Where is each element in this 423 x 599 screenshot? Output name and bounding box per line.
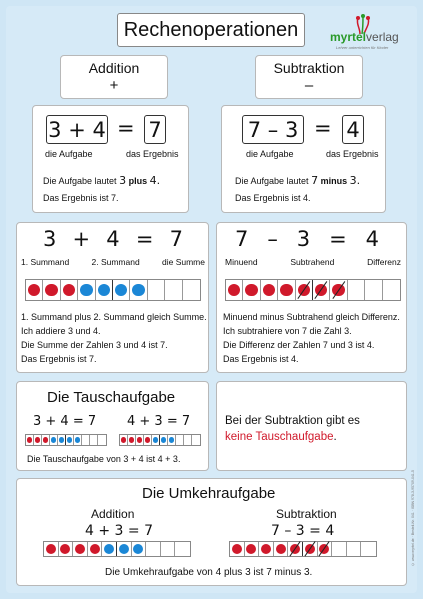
- term-value: 3: [296, 227, 311, 251]
- strip-cell: [44, 542, 59, 556]
- blue-counter: [104, 544, 114, 554]
- strip-cell: [230, 542, 245, 556]
- strip-cell: [136, 435, 144, 445]
- subtraction-result-field: 4: [342, 115, 364, 144]
- strip-cell: [73, 542, 88, 556]
- label-result: das Ergebnis: [326, 149, 379, 159]
- strip-cell: [88, 542, 103, 556]
- addition-term-line-4: Das Ergebnis ist 7.: [21, 354, 97, 364]
- inverse-heading: Die Umkehraufgabe: [142, 485, 276, 502]
- addend-a: 3: [48, 117, 62, 142]
- strip-cell: [318, 542, 333, 556]
- strip-cell: [146, 542, 161, 556]
- subtraction-term-labels: [225, 257, 401, 267]
- minus-operator: –: [267, 117, 279, 142]
- red-counter: [245, 284, 258, 297]
- strip-cell: [128, 435, 136, 445]
- strip-cell: [160, 435, 168, 445]
- strip-cell: [348, 280, 365, 300]
- term-summand-1: 1. Summand: [21, 257, 70, 267]
- strip-cell: [102, 542, 117, 556]
- red-counter: [75, 544, 85, 554]
- commutative-equation-1: 3 + 4 = 7: [33, 414, 97, 429]
- strip-cell: [26, 435, 34, 445]
- red-counter: [45, 284, 58, 297]
- subtraction-terms-box: [216, 222, 407, 373]
- blue-counter: [132, 284, 145, 297]
- minus-operator: –: [267, 227, 278, 251]
- red-counter: [43, 437, 49, 443]
- red-counter: [60, 544, 70, 554]
- addition-task-box: [32, 105, 189, 213]
- strip-cell: [132, 542, 147, 556]
- strip-cell: [184, 435, 192, 445]
- red-counter: [63, 284, 76, 297]
- strip-cell: [296, 280, 313, 300]
- commutative-sentence: Die Tauschaufgabe von 3 + 4 ist 4 + 3.: [27, 454, 181, 464]
- term-value: 7: [235, 227, 249, 251]
- strip-cell: [288, 542, 303, 556]
- strip-cell: [74, 435, 82, 445]
- note-line-2: keine Tauschaufgabe.: [225, 431, 337, 443]
- subtraction-term-line-3: Die Differenz der Zahlen 7 und 3 ist 4.: [223, 340, 375, 350]
- subtraction-sentence-1: Die Aufgabe lautet 7 minus 3.: [235, 174, 361, 187]
- addition-sentence-2: Das Ergebnis ist 7.: [43, 193, 119, 203]
- red-counter: [27, 437, 33, 443]
- strip-cell: [117, 542, 132, 556]
- note-line-1: Bei der Subtraktion gibt es: [225, 415, 360, 427]
- red-counter: [90, 544, 100, 554]
- strip-cell: [50, 435, 58, 445]
- addend-b: 4: [92, 117, 106, 142]
- commutative-box: [16, 381, 209, 471]
- page-title: Rechenoperationen: [117, 13, 305, 47]
- strip-cell: [361, 542, 376, 556]
- inverse-sentence: Die Umkehraufgabe von 4 plus 3 ist 7 minus 3.: [105, 567, 313, 578]
- logo-wordmark: myrtelverlag: [330, 30, 399, 44]
- equals-sign: =: [117, 116, 135, 140]
- strip-cell: [58, 435, 66, 445]
- strip-cell: [330, 280, 347, 300]
- inverse-right-heading: Subtraktion: [276, 507, 337, 521]
- strip-cell: [61, 280, 78, 300]
- strip-cell: [313, 280, 330, 300]
- term-value: 3: [43, 227, 57, 251]
- copyright-note: © www.myrtel.de · Bestell-Nr. 041 · ISBN 978-3-95709-041-5: [411, 470, 415, 567]
- no-commutative-note: [225, 413, 360, 445]
- red-counter: [276, 544, 286, 554]
- label-task: die Aufgabe: [246, 149, 294, 159]
- strip-cell: [98, 435, 106, 445]
- counting-strip-inverse-sub: [229, 541, 377, 557]
- red-counter: [263, 284, 276, 297]
- strip-cell: [43, 280, 60, 300]
- strip-cell: [26, 280, 43, 300]
- strip-cell: [82, 435, 90, 445]
- minuend-value: 7: [247, 117, 262, 142]
- red-counter: [35, 437, 41, 443]
- term-value: 7: [169, 227, 183, 251]
- subtraction-task-box: [221, 105, 386, 213]
- equals-sign: =: [135, 227, 154, 251]
- red-counter: [145, 437, 151, 443]
- logo-tagline: Lehrer unterrichten für Kinder: [336, 45, 389, 50]
- strip-cell: [175, 542, 190, 556]
- term-summand-2: 2. Summand: [91, 257, 140, 267]
- equals-sign: =: [329, 227, 347, 251]
- red-counter: [28, 284, 41, 297]
- red-counter: [246, 544, 256, 554]
- strip-cell: [113, 280, 130, 300]
- counting-strip-subtraction: [225, 279, 401, 301]
- note-highlight: keine Tauschaufgabe: [225, 431, 334, 443]
- addition-sentence-1: Die Aufgabe lautet 3 plus 4.: [43, 174, 161, 187]
- equals-sign: =: [314, 116, 332, 140]
- addition-term-line-1: 1. Summand plus 2. Summand gleich Summe.: [21, 312, 207, 322]
- strip-cell: [274, 542, 289, 556]
- strip-cell: [259, 542, 274, 556]
- strip-cell: [66, 435, 74, 445]
- strip-cell: [42, 435, 50, 445]
- subtraction-task-field: [242, 115, 304, 144]
- strip-cell: [383, 280, 400, 300]
- strip-cell: [192, 435, 200, 445]
- counting-strip-tausch-2: [119, 434, 201, 446]
- label-task: die Aufgabe: [45, 149, 93, 159]
- plus-operator: +: [72, 227, 91, 251]
- red-counter: [129, 437, 135, 443]
- addition-task-field: [46, 115, 108, 144]
- blue-counter: [51, 437, 57, 443]
- blue-counter: [119, 544, 129, 554]
- addition-terms-box: [16, 222, 209, 373]
- blue-counter: [80, 284, 93, 297]
- counting-strip-addition: [25, 279, 201, 301]
- plus-operator: +: [68, 117, 86, 142]
- red-counter: [137, 437, 143, 443]
- strip-cell: [278, 280, 295, 300]
- addition-result-field: 7: [144, 115, 166, 144]
- strip-cell: [183, 280, 200, 300]
- subtraction-heading: Subtraktion: [273, 60, 345, 76]
- subtraction-term-line-4: Das Ergebnis ist 4.: [223, 354, 299, 364]
- strip-cell: [96, 280, 113, 300]
- strip-cell: [365, 280, 382, 300]
- blue-counter: [169, 437, 175, 443]
- minus-sign: –: [304, 77, 314, 94]
- inverse-left-equation: 4 + 3 = 7: [85, 523, 153, 539]
- term-subtrahend: Subtrahend: [290, 257, 335, 267]
- term-value: 4: [365, 227, 379, 251]
- strip-cell: [161, 542, 176, 556]
- strip-cell: [34, 435, 42, 445]
- red-counter: [121, 437, 127, 443]
- strip-cell: [245, 542, 260, 556]
- red-counter: [232, 544, 242, 554]
- label-result: das Ergebnis: [126, 149, 179, 159]
- counting-strip-tausch-1: [25, 434, 107, 446]
- red-counter: [46, 544, 56, 554]
- term-sum: die Summe: [162, 257, 205, 267]
- counting-strip-inverse-add: [43, 541, 191, 557]
- strip-cell: [176, 435, 184, 445]
- red-counter: [228, 284, 241, 297]
- subtraction-heading-box: [255, 55, 363, 99]
- strip-cell: [168, 435, 176, 445]
- red-counter: [280, 284, 293, 297]
- strip-cell: [332, 542, 347, 556]
- inverse-right-equation: 7 – 3 = 4: [271, 523, 335, 539]
- strip-cell: [59, 542, 74, 556]
- strip-cell: [120, 435, 128, 445]
- blue-counter: [67, 437, 73, 443]
- strip-cell: [130, 280, 147, 300]
- strip-cell: [347, 542, 362, 556]
- strip-cell: [152, 435, 160, 445]
- strip-cell: [78, 280, 95, 300]
- addition-term-labels: [21, 257, 205, 267]
- blue-counter: [59, 437, 65, 443]
- red-counter: [261, 544, 271, 554]
- subtraction-sentence-2: Das Ergebnis ist 4.: [235, 193, 311, 203]
- strip-cell: [226, 280, 243, 300]
- addition-term-line-2: Ich addiere 3 und 4.: [21, 326, 101, 336]
- subtrahend-value: 3: [284, 117, 299, 142]
- blue-counter: [98, 284, 111, 297]
- blue-counter: [133, 544, 143, 554]
- blue-counter: [161, 437, 167, 443]
- addition-heading: Addition: [88, 60, 140, 76]
- commutative-equation-2: 4 + 3 = 7: [127, 414, 191, 429]
- strip-cell: [144, 435, 152, 445]
- plus-sign: +: [109, 77, 119, 94]
- term-difference: Differenz: [367, 257, 401, 267]
- term-value: 4: [106, 227, 120, 251]
- subtraction-term-line-1: Minuend minus Subtrahend gleich Differenz.: [223, 312, 400, 322]
- term-minuend: Minuend: [225, 257, 258, 267]
- inverse-left-heading: Addition: [91, 507, 135, 521]
- strip-cell: [90, 435, 98, 445]
- addition-term-equation: [43, 227, 183, 251]
- inverse-box: [16, 478, 407, 586]
- subtraction-term-equation: [235, 227, 379, 251]
- strip-cell: [261, 280, 278, 300]
- commutative-heading: Die Tauschaufgabe: [47, 389, 176, 406]
- subtraction-term-line-2: Ich subtrahiere von 7 die Zahl 3.: [223, 326, 352, 336]
- strip-cell: [243, 280, 260, 300]
- blue-counter: [153, 437, 159, 443]
- no-commutative-box: [216, 381, 407, 471]
- blue-counter: [75, 437, 81, 443]
- strip-cell: [165, 280, 182, 300]
- strip-cell: [148, 280, 165, 300]
- addition-heading-box: [60, 55, 168, 99]
- strip-cell: [303, 542, 318, 556]
- addition-term-line-3: Die Summe der Zahlen 3 und 4 ist 7.: [21, 340, 168, 350]
- blue-counter: [115, 284, 128, 297]
